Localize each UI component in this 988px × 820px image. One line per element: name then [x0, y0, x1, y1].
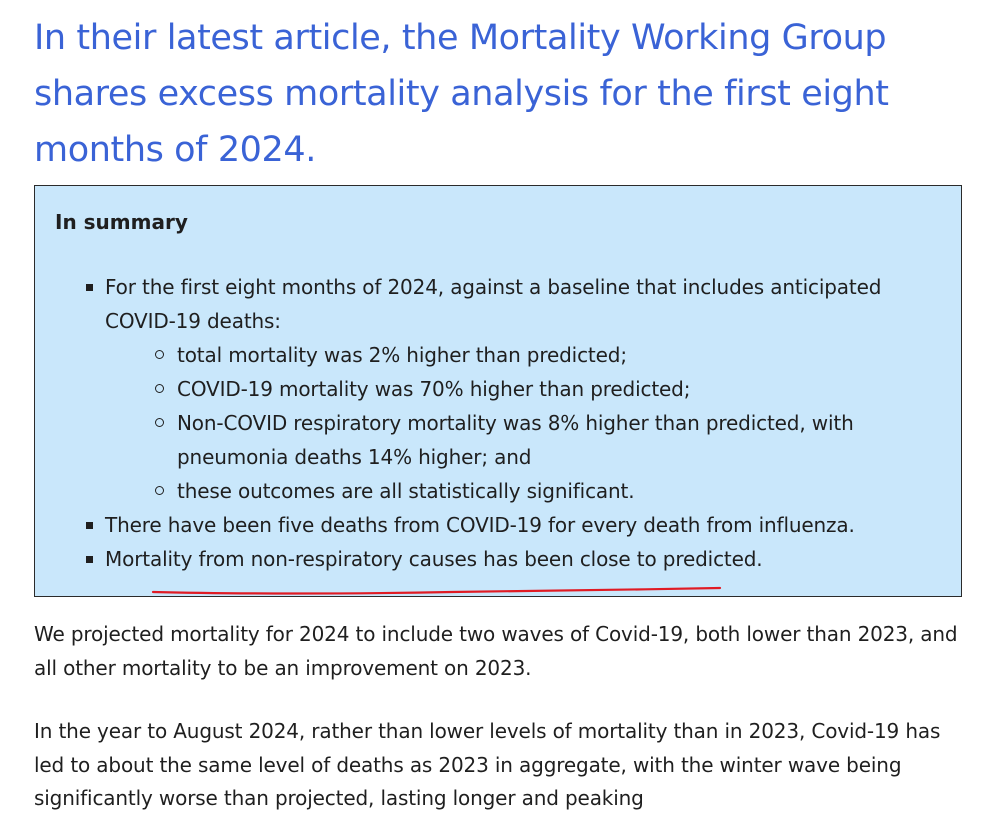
circle-bullet-icon: [155, 350, 164, 359]
circle-bullet-icon: [155, 486, 164, 495]
summary-sub-item: [155, 474, 943, 508]
article-headline[interactable]: In their latest article, the Mortality Working Group shares excess mortality analysis for the first eight months of 2024.: [34, 18, 889, 170]
summary-sub-item-text: total mortality was 2% higher than predicted;: [177, 343, 627, 367]
summary-item-text: For the first eight months of 2024, against a baseline that includes anticipated COVID-19 deaths:: [105, 275, 882, 333]
summary-sub-item: [155, 406, 943, 474]
summary-sub-item: [155, 338, 943, 372]
summary-list: [83, 270, 943, 576]
summary-item-text: Mortality from non-respiratory causes has been close to predicted.: [105, 547, 763, 571]
summary-box: [34, 185, 962, 597]
square-bullet-icon: [86, 284, 93, 291]
square-bullet-icon: [86, 556, 93, 563]
summary-item: [83, 270, 943, 508]
summary-item: [83, 508, 943, 542]
summary-sub-item-text: these outcomes are all statistically significant.: [177, 479, 635, 503]
summary-sub-list: [105, 338, 943, 508]
summary-title: In summary: [55, 210, 188, 234]
summary-item: [83, 542, 943, 576]
body-paragraph: In the year to August 2024, rather than lower levels of mortality than in 2023, Covid-19 has led to about the same level of deaths as 2023 in aggregate, with the winter wave being significantly worse than projected, lasting longer and peaking: [34, 719, 941, 810]
summary-sub-item: [155, 372, 943, 406]
body-paragraph: We projected mortality for 2024 to include two waves of Covid-19, both lower than 2023, and all other mortality to be an improvement on 2023.: [34, 622, 958, 680]
square-bullet-icon: [86, 522, 93, 529]
circle-bullet-icon: [155, 418, 164, 427]
article-page: [34, 0, 964, 810]
red-underline-annotation: [152, 584, 722, 598]
summary-item-text: There have been five deaths from COVID-19 for every death from influenza.: [105, 513, 855, 537]
summary-sub-item-text: Non-COVID respiratory mortality was 8% higher than predicted, with pneumonia deaths 14% higher; and: [177, 411, 854, 469]
circle-bullet-icon: [155, 384, 164, 393]
summary-sub-item-text-highlighted: COVID-19 mortality was 70% higher than predicted;: [177, 377, 691, 401]
